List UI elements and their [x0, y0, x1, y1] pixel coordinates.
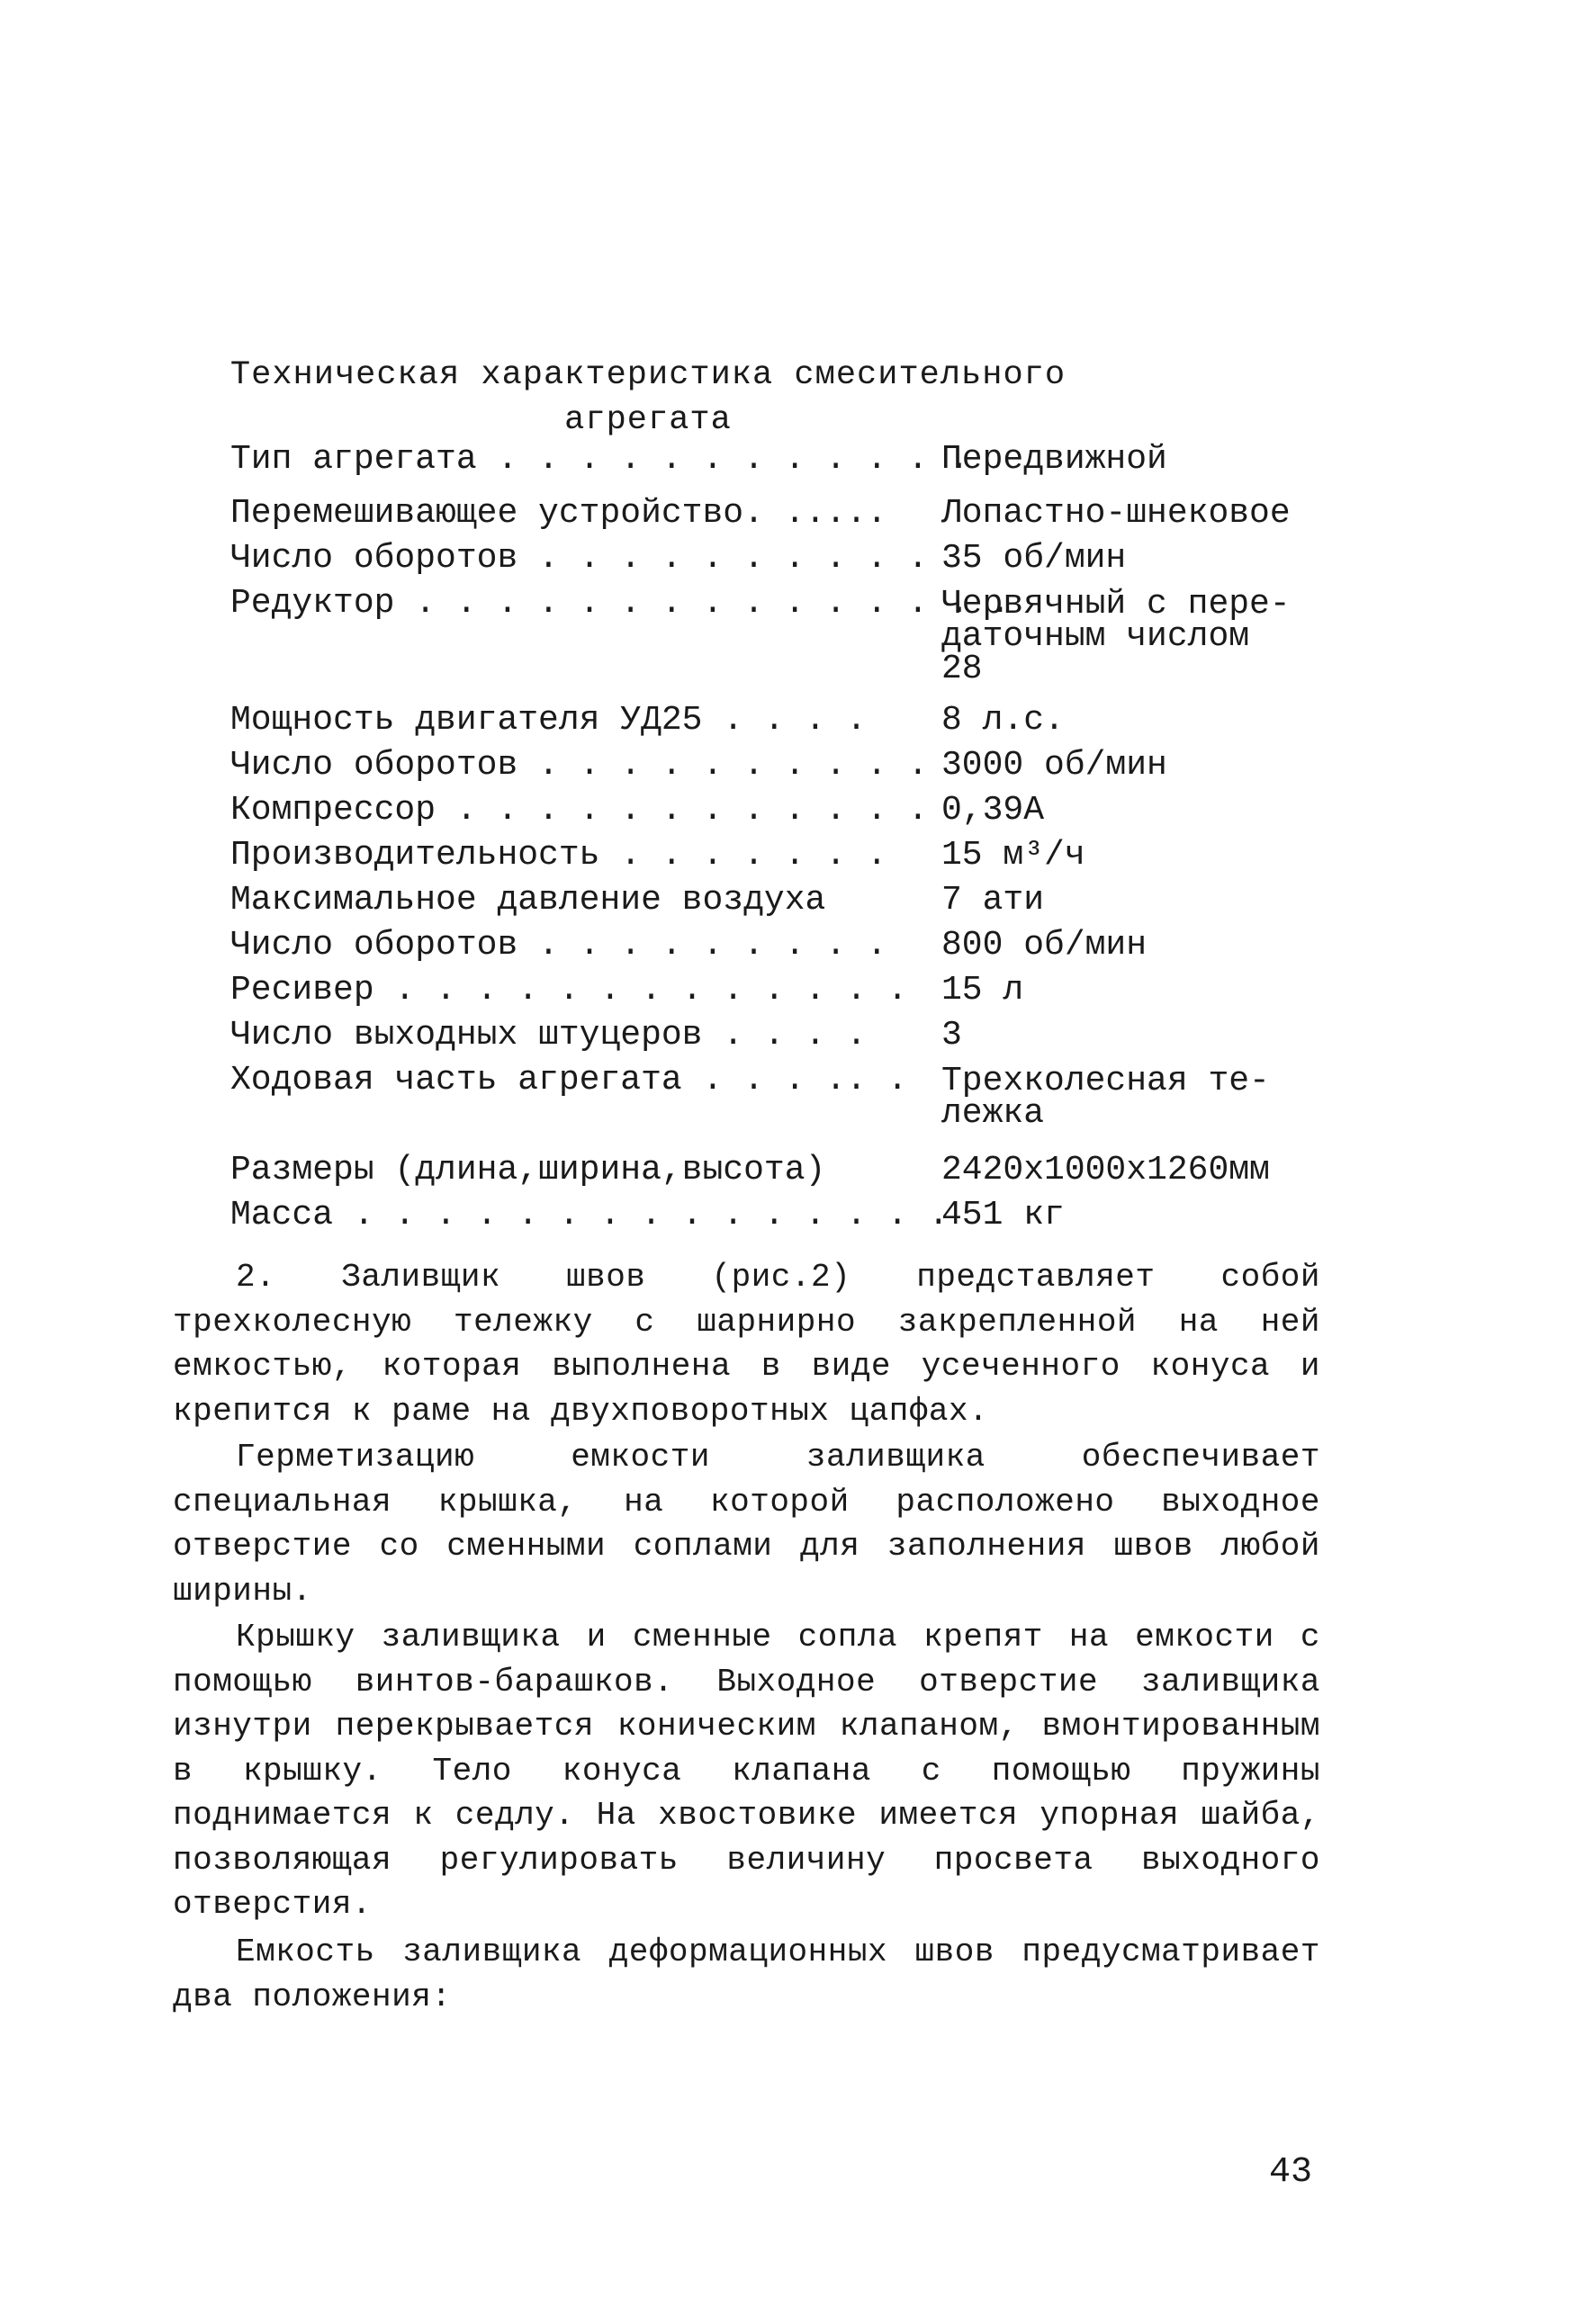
spec-value: Лопастно-шнековое: [941, 494, 1291, 533]
spec-row: [230, 788, 1355, 833]
spec-title-line-2: агрегата: [564, 401, 732, 439]
spec-value: 2420х1000х1260мм: [941, 1151, 1270, 1189]
spec-value: 3: [941, 1016, 962, 1054]
spec-value: 7 ати: [941, 881, 1045, 920]
spec-label: Перемешивающее устройство. .....: [230, 494, 887, 533]
spec-label: Производительность . . . . . . .: [230, 836, 887, 875]
spec-row: [230, 743, 1355, 788]
spec-label: Число выходных штуцеров . . . .: [230, 1016, 867, 1054]
spec-value: 3000 об/мин: [941, 746, 1167, 785]
spec-value: 8 л.с.: [941, 701, 1065, 740]
paragraph: [173, 1255, 1320, 1433]
spec-title-line-1: Техническая характеристика смесительного: [230, 356, 1066, 394]
spec-value: 35 об/мин: [941, 539, 1127, 578]
spec-row: [230, 536, 1355, 581]
spec-value: 451 кг: [941, 1196, 1065, 1234]
paragraph-text: Герметизацию емкости заливщика обеспечивает специальная крышка, на которой расположено выходное отверстие со сменными соплами для заполнения швов любой ширины.: [173, 1439, 1320, 1610]
spec-label: Ресивер . . . . . . . . . . . . .: [230, 971, 908, 1009]
spec-value: 0,39А: [941, 791, 1045, 830]
spec-row: [230, 581, 1355, 688]
spec-label: Максимальное давление воздуха: [230, 881, 826, 920]
spec-row: [230, 437, 1355, 482]
spec-row: [230, 878, 1355, 923]
spec-row: [230, 1193, 1355, 1238]
spec-value: 800 об/мин: [941, 926, 1148, 965]
spec-value: 15 м³/ч: [941, 836, 1085, 875]
page-number: 43: [1269, 2152, 1313, 2193]
spec-label: Число оборотов . . . . . . . . . .: [230, 746, 929, 785]
spec-value: 15 л: [941, 971, 1024, 1009]
spec-label: Редуктор . . . . . . . . . . . . . . .: [230, 584, 1011, 623]
paragraph-text: Емкость заливщика деформационных швов предусматривает два положения:: [173, 1934, 1320, 2015]
spec-row: [230, 698, 1355, 743]
paragraph: [173, 1615, 1320, 1927]
spec-label: Масса . . . . . . . . . . . . . . .: [230, 1196, 950, 1234]
spec-label: Тип агрегата . . . . . . . . . . . .: [230, 440, 969, 479]
spec-value: Передвижной: [941, 440, 1167, 479]
spec-row: [230, 491, 1355, 536]
paragraph-text: Крышку заливщика и сменные сопла крепят на емкости с помощью винтов-барашков. Выходное отверстие заливщика изнутри перекрывается коническим клапаном, вмонтированным в крышку. Тело конуса клапана с помощью пружины поднимается к седлу. На хвостовике имеется упорная шайба, позволяющая регулировать величину просвета выходного отверстия.: [173, 1619, 1320, 1923]
paragraph-text: 2. Заливщик швов (рис.2) представляет собой трехколесную тележку с шарнирно закрепленной на ней емкостью, которая выполнена в виде усеченного конуса и крепится к раме на двухповоротных цапфах.: [173, 1259, 1320, 1430]
spec-label: Число оборотов . . . . . . . . .: [230, 926, 887, 965]
paragraph: [173, 1930, 1320, 2019]
spec-label: Ходовая часть агрегата . . . .. .: [230, 1061, 908, 1099]
spec-row: [230, 923, 1355, 968]
spec-row: [230, 1148, 1355, 1193]
spec-row: [230, 833, 1355, 878]
spec-label: Мощность двигателя УД25 . . . .: [230, 701, 867, 740]
spec-value: Червячный с пере- даточным числом 28: [941, 585, 1291, 688]
spec-row: [230, 968, 1355, 1013]
spec-label: Компрессор . . . . . . . . . . . .: [230, 791, 929, 830]
spec-row: [230, 1058, 1355, 1133]
spec-value: Трехколесная те- лежка: [941, 1062, 1270, 1133]
spec-label: Размеры (длина,ширина,высота): [230, 1151, 826, 1189]
spec-row: [230, 1013, 1355, 1058]
spec-label: Число оборотов . . . . . . . . . .: [230, 539, 929, 578]
paragraph: [173, 1435, 1320, 1613]
